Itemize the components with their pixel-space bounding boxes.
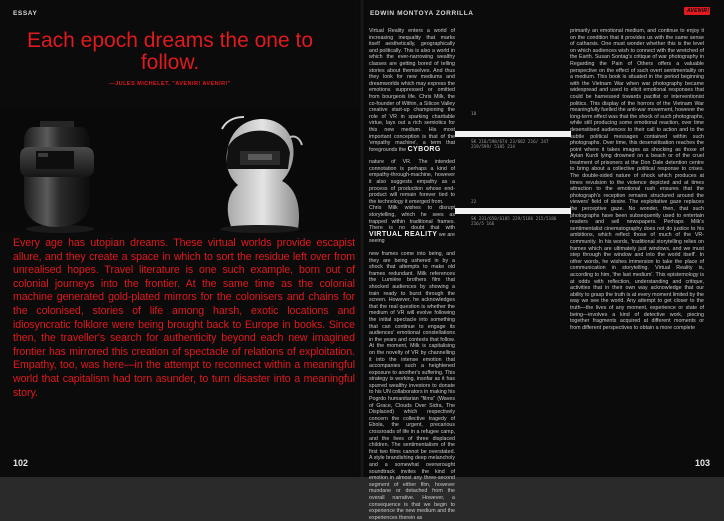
figure-number: 18: [471, 112, 477, 117]
body-text: we are seeing: [369, 231, 455, 245]
body-column-right: [570, 28, 704, 483]
figure-caption: SK 231/650/6185 229/5186 215/5186 216/5 166: [471, 217, 557, 228]
body-text: Chris Milk wishes to disrupt storytelling, which he sees as trapped within traditional frames. There is no doubt that with: [369, 205, 455, 232]
left-page: [0, 0, 360, 477]
magazine-logo: [684, 7, 710, 15]
body-text: Virtual Reality enters a world of increasing inequality that marks itself aesthetically, geographically and politically. This is also a world in which the ever-narrowing wealthy classes are getting bored of telling stories about themselves. And thus they look for new mediums and dreamworlds which may express the emotions suppressed or omitted from bourgeois life. Chris Milk, the co-founder of Within, a Silicon Valley creative start-up championing the role of VR in sparking charitable virtue, lays out a rich semiotics for this new medium. His most important conception is that of the 'empathy machine', a term that foregrounds the: [369, 28, 455, 153]
body-text: nature of VR. The intended connotation is perhaps a kind of empathy-through-machine, however it also suggests empathy as a process of production whose end-product will remain forever tied to the technology it emerged from.: [369, 159, 455, 205]
page-number-right: 103: [694, 458, 710, 468]
body-column-left: [369, 28, 455, 521]
keyword-cyborg: CYBORG: [407, 145, 441, 153]
feature-photo: [0, 107, 360, 232]
quote-attribution: —JULES MICHELET, "AVENIR! AVENIR!": [109, 81, 231, 87]
lead-paragraph: Every age has utopian dreams. These virtual worlds provide escapist allure, and they create a space in which to sort the residue left over from unrealised hopes. Travel literature is one such example, born out of colonial journeys into the frontier. At the same time as the colonial machine generated gold-plated mirrors for the colonisers and chains for the colonised, stories of life among harsh, exotic locations and idiosyncratic folklore were being brought back to Europe in books. Since then, the traveller's search for authenticity beyond each new imagined frontier has mirrored this creation of spectacle of relations of exploitation. Empathy, too, was here—in the attempt to reconnect within a meaningful world that capitalism had torn asunder, to turn disaster into a meaningful story.: [13, 237, 355, 399]
highlight-strip: [455, 208, 571, 214]
figure-number: 22: [471, 200, 477, 205]
vr-headset-bust-sculpture-illustration: [0, 107, 360, 232]
section-label: ESSAY: [13, 10, 38, 17]
figure-caption: SK 218/598/674 23/682 216/ 247 219/599/ 5185 214: [471, 140, 549, 151]
keyword-virtual-reality: VIRTUAL REALITY: [369, 230, 438, 238]
page-number-left: 102: [13, 458, 29, 468]
right-page: [365, 0, 724, 521]
highlight-strip: [455, 131, 571, 137]
pull-quote-headline: Each epoch dreams the one to follow.: [26, 29, 314, 74]
author-name: EDWIN MONTOYA ZORRILLA: [370, 10, 474, 17]
body-text: primarily an emotional medium, and continue to enjoy it on the condition that it provides us with the same sense of catharsis. One must wonder whether this is the level on which audiences wish to connect with the wretched of the Earth. Susan Sontag's critique of war photography in Regarding the Pain of Others offers a valuable perspective on the effect of such overt sentimentality on a medium. This book is situated in the period beginning with the Vietnam War when war photography became widespread and used to elicit emotional responses that could be harnessed towards pacifist or interventionist politics. This display of the horrors of the Vietnam War meaningfully fuelled the anti-war movement, however the long-term effect was that the shock of such photographs, while still producing some emotional reaction, over time desensitised audiences to their call to action and to the subtle political messages contained within such photographs. Over time, this desensitisation reaches the point where it takes images as shocking as those of Aylan Kurdi lying drowned on a beach or of the cruel treatment of prisoners at the Don Dale detention centre to bring about a collective political response to crises. The double-sided nature of shock which produces at times revulsion to the violence depicted and at times attraction to the emotional rush ensures that the photograph's reception remains structured around the viewers' field of desire. The exploitative gaze replaces the perceptive gaze. No wonder, then, that such photographs have been subsequently used to entertain readers and sell newspapers. Perhaps Milk's sentimentalist cinematography does not do justice to his ambitions, which reflect those of much of the VR-community. In his words, 'traditional storytelling relies on frames which are ultimately just windows, and we must step through the window and into the world itself'. In other words, he wishes immersion to take the place of communication in storytelling. Virtual Reality is, according to him, 'the last medium'. This epistemology is at odds with reflection, understanding and critique, activities that in their own way acknowledge that our ability to grasp the truth is at every moment limited by the way we see the world. Any attempt to get closer to the truth—the lives of any moment, experience or state of being—involves a kind of detective work, piecing together fragments acquired at different moments or from different perspectives to obtain a more complete: [570, 28, 704, 331]
body-text: new frames come into being, and they are being ushered in by a shock that attempts to make old frames redundant. Milk references the Lumière brothers film that shocked audiences by showing a train ready to burst through the screen. However, he acknowledges that the real question is whether the medium of VR will evolve following the initial spectacle into something that can continue to engage its audiences' emotional constellations in the years and contexts that follow. At the moment, Milk is capitalising on the novelty of VR by channelling it into the intense emotion that accompanies such a heightened exposure to another's suffering. This strategy is working, insofar as it has spurred wealthy investors to donate to his UN collaborators in making his Pogrdo humanitarian "films" (Waves of Grace, Clouds Over Sidra, The Displaced) which respectively concern the collective tragedy of Ebola, the urgent, precarious crossroads of life in a refugee camp, and the lives of three displaced children. The sentimentalism of the first two films cannot be overstated. A style brandishing deep melancholy and a somewhat overwrought soundtrack invites the kind of emotion in almost any three-second segment of either film, however mundane or detached from the overall narrative. However, a consequence is that we begin to experience the new medium and the experiences therein as: [369, 251, 455, 521]
logo-text: AVENIR!: [687, 8, 710, 14]
